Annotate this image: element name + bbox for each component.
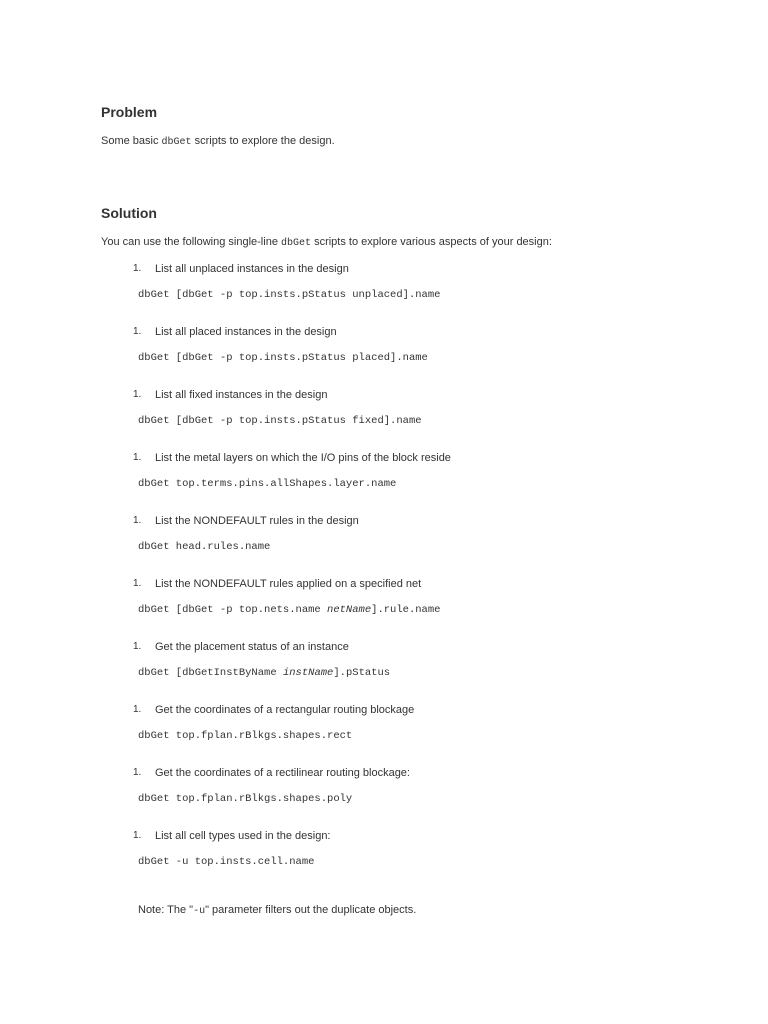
list-item	[0, 514, 768, 564]
list-item-text: List the NONDEFAULT rules in the design	[155, 515, 359, 527]
code-snippet	[138, 540, 270, 554]
solution-intro-after: scripts to explore various aspects of your design:	[311, 236, 552, 248]
list-item-number: 1.	[133, 641, 142, 652]
list-item	[0, 451, 768, 501]
list-item-number: 1.	[133, 704, 142, 715]
list-item-number: 1.	[133, 767, 142, 778]
list-item-text: Get the placement status of an instance	[155, 641, 349, 653]
problem-heading: Problem	[101, 104, 158, 120]
code-snippet	[138, 666, 390, 680]
list-item	[0, 640, 768, 690]
note-before: Note: The "	[138, 904, 194, 916]
code-text: dbGet [dbGet -p top.insts.pStatus unplaced].name	[138, 289, 441, 301]
code-snippet	[138, 288, 440, 302]
code-text-after: ].rule.name	[371, 604, 441, 616]
list-item-text: List all fixed instances in the design	[155, 389, 328, 401]
list-item-number: 1.	[133, 263, 142, 274]
list-item-number: 1.	[133, 452, 142, 463]
code-text: dbGet head.rules.name	[138, 541, 271, 553]
list-item	[0, 325, 768, 375]
list-item-text: List all unplaced instances in the design	[155, 263, 349, 275]
note-after: " parameter filters out the duplicate objects.	[205, 904, 417, 916]
list-item	[0, 766, 768, 816]
list-item-number: 1.	[133, 389, 142, 400]
list-item-text: List the metal layers on which the I/O pins of the block reside	[155, 452, 451, 464]
problem-inline-code: dbGet	[161, 137, 192, 148]
solution-intro	[101, 235, 552, 251]
list-item-number: 1.	[133, 326, 142, 337]
code-snippet	[138, 414, 422, 428]
code-text-after: ].pStatus	[333, 667, 391, 679]
list-item-text: List all cell types used in the design:	[155, 830, 331, 842]
list-item-text: Get the coordinates of a rectangular routing blockage	[155, 704, 415, 716]
code-text: dbGet -u top.insts.cell.name	[138, 856, 315, 868]
note-text	[138, 903, 416, 919]
list-item	[0, 388, 768, 438]
list-item-text: List all placed instances in the design	[155, 326, 337, 338]
list-item-number: 1.	[133, 515, 142, 526]
code-text: dbGet [dbGet -p top.insts.pStatus placed].name	[138, 352, 428, 364]
code-text: dbGet top.terms.pins.allShapes.layer.name	[138, 478, 397, 490]
list-item-number: 1.	[133, 830, 142, 841]
list-item	[0, 703, 768, 753]
code-text: dbGet [dbGetInstByName	[138, 667, 283, 679]
code-snippet	[138, 855, 314, 869]
problem-text-before: Some basic	[101, 135, 162, 147]
list-item	[0, 577, 768, 627]
note-inline-code: -u	[193, 906, 206, 917]
code-variable: instName	[282, 667, 334, 679]
code-snippet	[138, 729, 352, 743]
code-snippet	[138, 477, 396, 491]
list-item	[0, 829, 768, 879]
code-text: dbGet [dbGet -p top.insts.pStatus fixed].name	[138, 415, 422, 427]
solution-intro-before: You can use the following single-line	[101, 236, 281, 248]
solution-inline-code: dbGet	[281, 238, 312, 249]
solution-heading: Solution	[101, 205, 157, 221]
code-snippet	[138, 351, 428, 365]
code-text: dbGet [dbGet -p top.nets.name	[138, 604, 328, 616]
code-snippet	[138, 603, 440, 617]
list-item-text: Get the coordinates of a rectilinear routing blockage:	[155, 767, 410, 779]
list-item-text: List the NONDEFAULT rules applied on a specified net	[155, 578, 422, 590]
code-variable: netName	[327, 604, 372, 616]
code-text: dbGet top.fplan.rBlkgs.shapes.rect	[138, 730, 353, 742]
code-snippet	[138, 792, 352, 806]
problem-text-after: scripts to explore the design.	[191, 135, 335, 147]
list-item	[0, 262, 768, 312]
list-item-number: 1.	[133, 578, 142, 589]
problem-description	[101, 134, 335, 150]
code-text: dbGet top.fplan.rBlkgs.shapes.poly	[138, 793, 353, 805]
